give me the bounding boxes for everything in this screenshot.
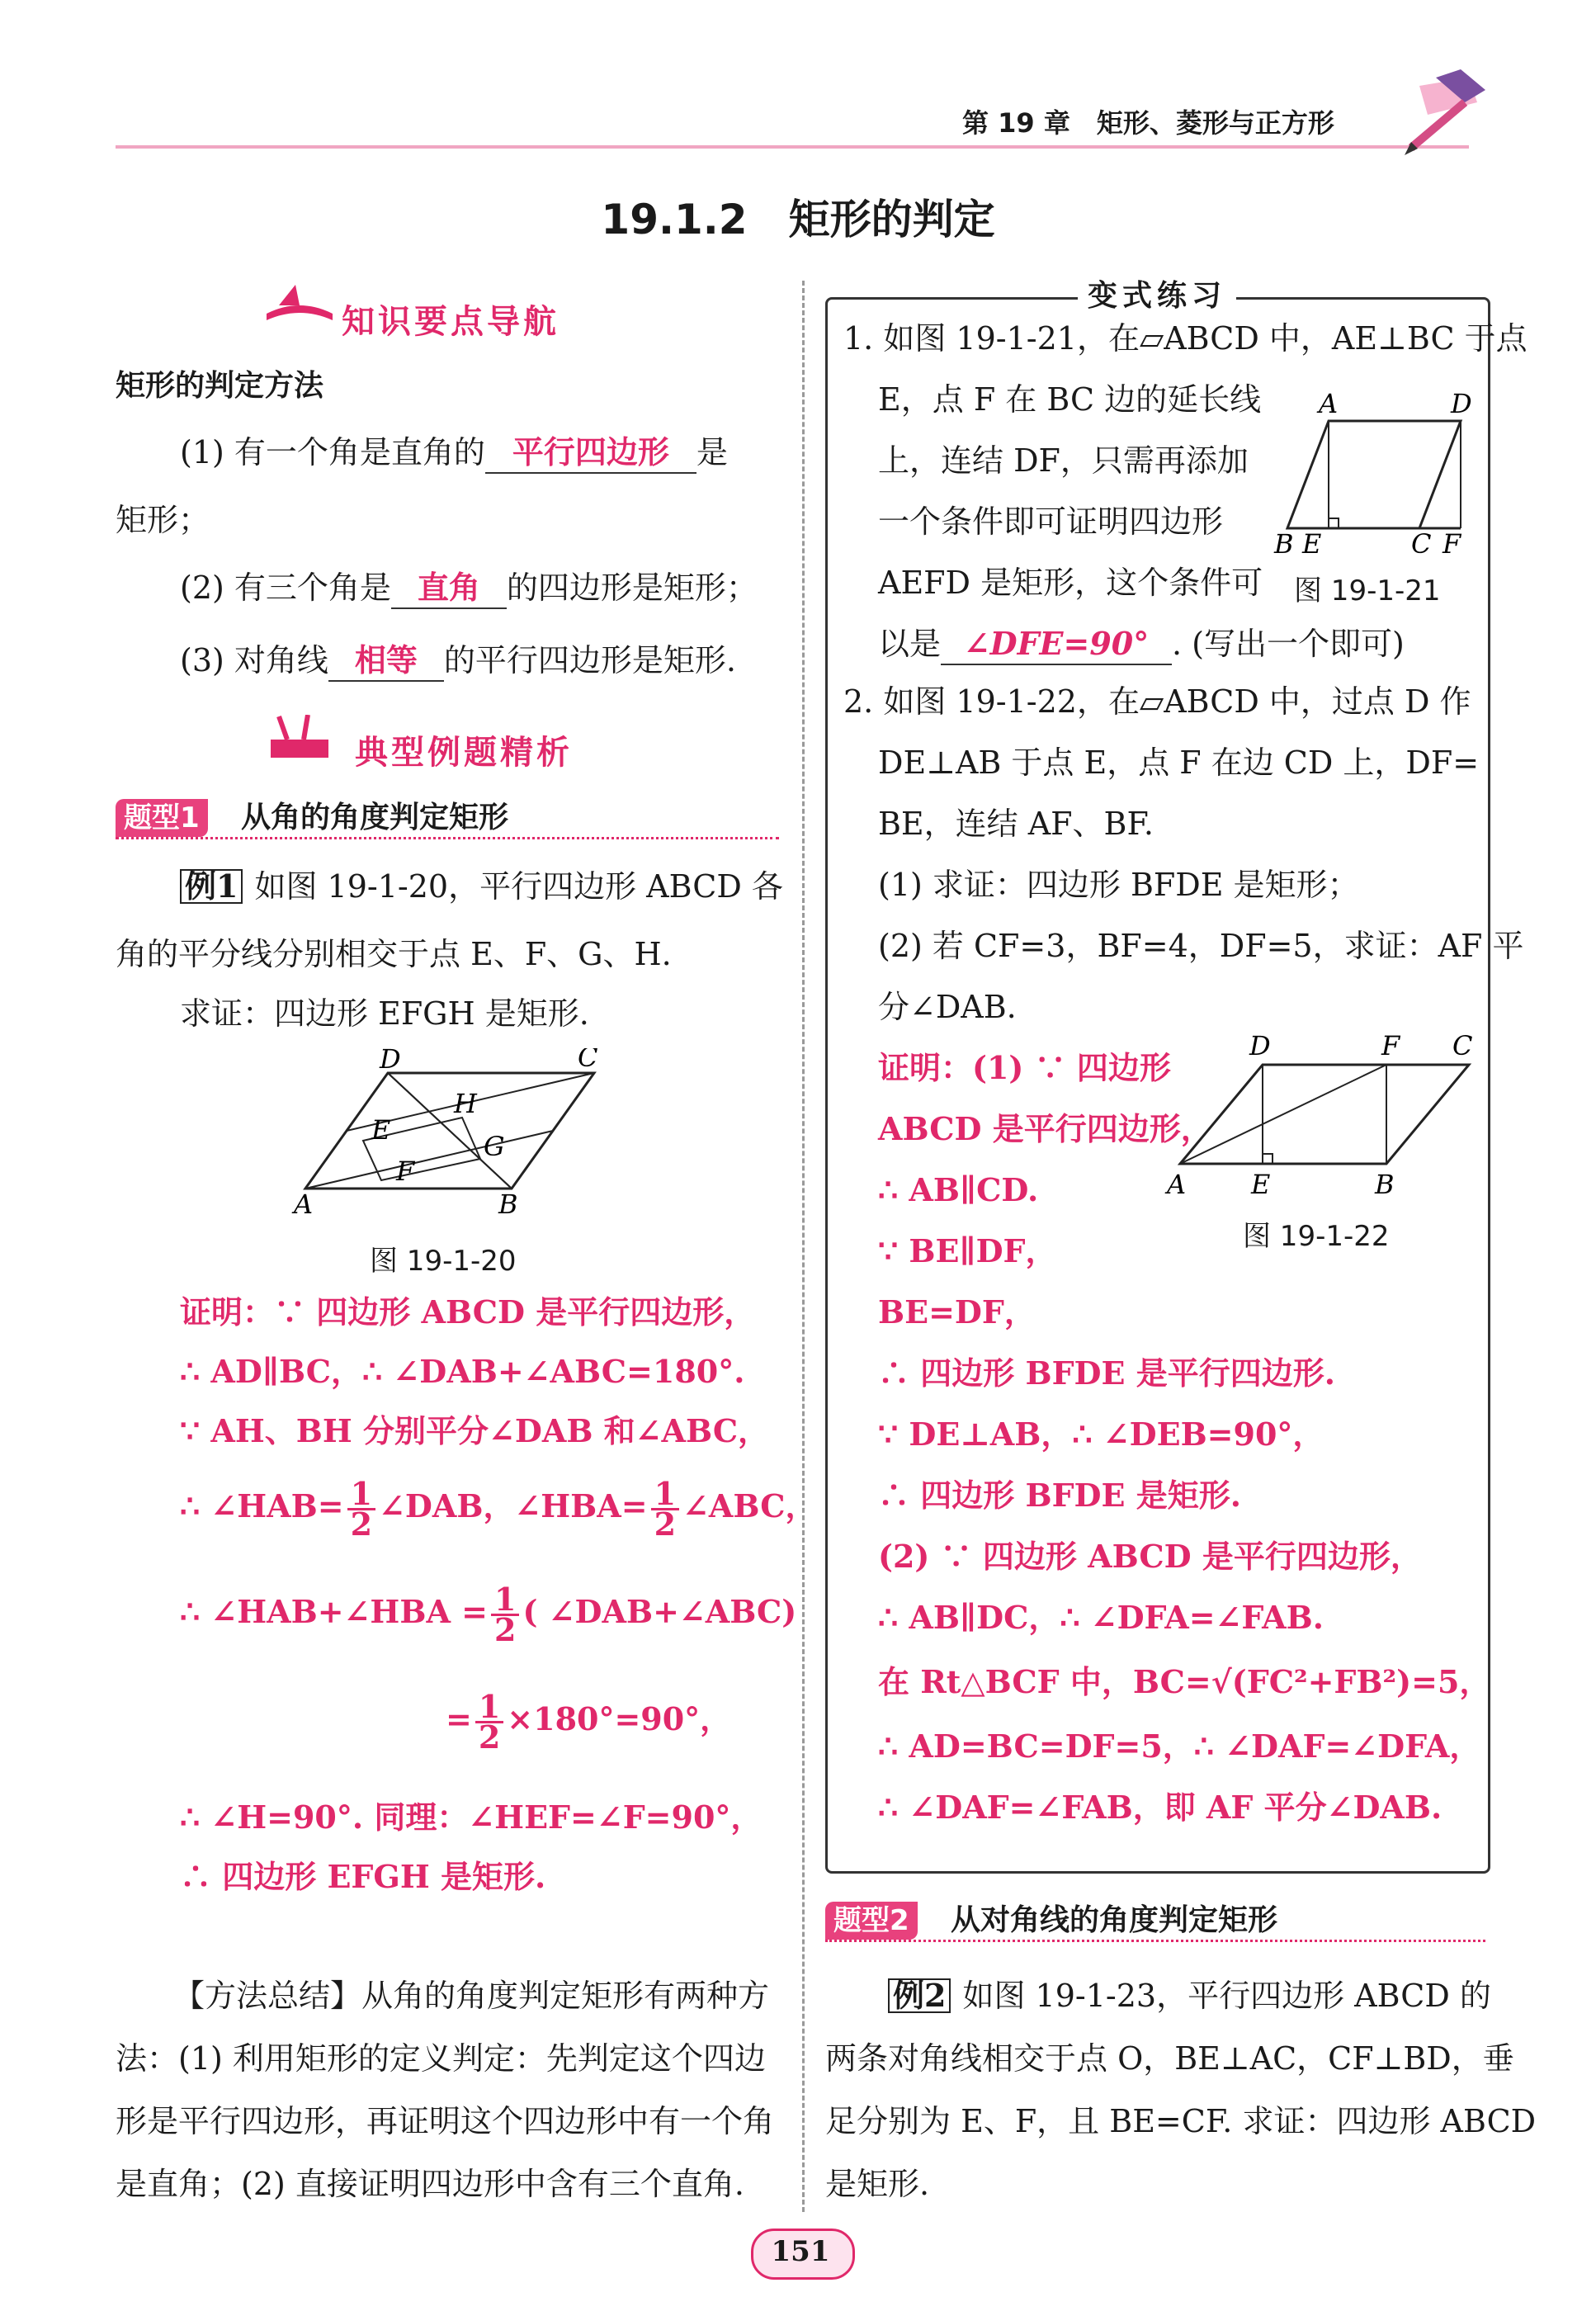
proof-line-8: ∴ 四边形 EFGH 是矩形. <box>180 1858 546 1895</box>
q2-proof-a-4: ∵ BE∥DF， <box>878 1232 1057 1269</box>
fig20-label-C: C <box>578 1048 598 1073</box>
fig20-label-H: H <box>454 1088 477 1119</box>
proof-line-7: ∴ ∠H=90°. 同理：∠HEF=∠F=90°， <box>180 1798 763 1836</box>
summary-line-3: 形是平行四边形，再证明这个四边形中有一个角 <box>116 2103 775 2139</box>
proof-line-2: ∴ AD∥BC，∴ ∠DAB+∠ABC=180°. <box>180 1353 745 1390</box>
q1-line-5: AEFD 是矩形，这个条件可 <box>878 565 1263 601</box>
proof-line-4 <box>180 1475 817 1543</box>
q1-line-4: 一个条件即可证明四边形 <box>878 503 1224 540</box>
q2-line-6: 分∠DAB. <box>878 989 1017 1025</box>
summary-line-2: 法：(1) 利用矩形的定义判定：先判定这个四边 <box>116 2040 766 2077</box>
method-3-prefix: (3) 对角线 <box>180 642 328 678</box>
method-2-answer: 直角 <box>391 568 507 609</box>
proof-line-3: ∵ AH、BH 分别平分∠DAB 和∠ABC， <box>180 1412 770 1449</box>
example-2 <box>888 1976 1491 2016</box>
q2-proof-a-3: ∴ AB∥CD. <box>878 1171 1039 1208</box>
frac-num: 1 <box>347 1480 375 1510</box>
method-3-suffix: 的平行四边形是矩形. <box>443 642 737 678</box>
summary-line-1: 【方法总结】从角的角度判定矩形有两种方 <box>173 1978 770 2014</box>
proof-6-a: = <box>446 1700 472 1737</box>
page-title: 19.1.2 矩形的判定 <box>601 196 995 243</box>
example-2-line3: 足分别为 E、F，且 BE=CF. 求证：四边形 ABCD <box>825 2103 1537 2139</box>
proof-4-c: ∠ABC， <box>682 1487 817 1524</box>
frac-den: 2 <box>654 1505 677 1543</box>
method-1-suffix: 是 <box>696 434 728 470</box>
chapter-header: 第 19 章 矩形、菱形与正方形 <box>962 107 1334 139</box>
q2-line-2: DE⊥AB 于点 E，点 F 在边 CD 上，DF= <box>878 744 1480 781</box>
method-2 <box>180 568 758 609</box>
type2-title: 从对角线的角度判定矩形 <box>951 1903 1278 1937</box>
method-1 <box>180 432 728 474</box>
fig22-label-B: B <box>1375 1169 1395 1200</box>
proof-5-b: ( ∠DAB+∠ABC) <box>522 1593 797 1630</box>
q2-proof-line-2: ∵ DE⊥AB，∴ ∠DEB=90°， <box>878 1416 1324 1453</box>
q2-proof-a-5: BE=DF， <box>878 1293 1036 1331</box>
fig20-label-F: F <box>396 1156 415 1187</box>
pencil-decoration-icon <box>1386 69 1502 160</box>
q2-line-3: BE，连结 AF、BF. <box>878 806 1155 842</box>
q2-proof-a-2: ABCD 是平行四边形， <box>878 1110 1212 1147</box>
frac-den: 2 <box>350 1505 373 1543</box>
page-number: 151 <box>771 2235 830 2268</box>
q2-line-5: (2) 若 CF=3，BF=4，DF=5，求证：AF 平 <box>878 928 1524 964</box>
frac-num: 1 <box>491 1586 519 1616</box>
methods-heading: 矩形的判定方法 <box>116 369 324 403</box>
type2-tag: 题型2 <box>825 1902 918 1940</box>
q2-proof-line-8: ∴ ∠DAF=∠FAB，即 AF 平分∠DAB. <box>878 1789 1443 1826</box>
method-2-suffix: 的四边形是矩形； <box>506 570 758 606</box>
q2-line-4: (1) 求证：四边形 BFDE 是矩形； <box>878 867 1359 903</box>
figure-19-1-21-caption: 图 19-1-21 <box>1294 574 1441 607</box>
type1-underline <box>116 837 779 839</box>
fig20-label-G: G <box>484 1131 505 1162</box>
frac-den: 2 <box>478 1718 501 1756</box>
example-2-line4: 是矩形. <box>825 2166 930 2202</box>
example-1-line1: 如图 19-1-20，平行四边形 ABCD 各 <box>254 868 783 905</box>
type2-underline <box>825 1940 1485 1942</box>
fig22-label-A: A <box>1167 1169 1187 1200</box>
q2-line-1: 2. 如图 19-1-22，在▱ABCD 中，过点 D 作 <box>843 683 1471 720</box>
proof-line-6 <box>446 1688 732 1756</box>
q2-proof-line-3: ∴ 四边形 BFDE 是矩形. <box>878 1477 1241 1514</box>
example-1-line3: 求证：四边形 EFGH 是矩形. <box>180 995 589 1032</box>
summary-line-4: 是直角；(2) 直接证明四边形中含有三个直角. <box>116 2166 744 2202</box>
method-3-answer: 相等 <box>328 640 444 682</box>
q1-line-2: E，点 F 在 BC 边的延长线 <box>878 381 1262 418</box>
q1-last-prefix: 以是 <box>878 626 942 662</box>
example-2-tag: 例2 <box>888 1978 951 2013</box>
fig21-label-A: A <box>1319 388 1339 419</box>
proof-5-a: ∴ ∠HAB+∠HBA = <box>180 1593 489 1630</box>
fig22-label-C: C <box>1452 1030 1473 1061</box>
proof-line-5 <box>180 1581 797 1648</box>
example-2-line2: 两条对角线相交于点 O，BE⊥AC，CF⊥BD，垂 <box>825 2040 1514 2077</box>
book-icon <box>262 281 337 327</box>
fig22-label-F: F <box>1381 1030 1400 1061</box>
fig20-label-B: B <box>498 1189 518 1220</box>
method-1-answer: 平行四边形 <box>485 432 696 474</box>
q2-proof-a-1: 证明：(1) ∵ 四边形 <box>878 1049 1171 1086</box>
q2-proof-line-4: (2) ∵ 四边形 ABCD 是平行四边形， <box>878 1538 1422 1575</box>
q2-proof-line-7: ∴ AD=BC=DF=5，∴ ∠DAF=∠DFA， <box>878 1728 1481 1765</box>
example-1 <box>180 867 783 906</box>
nav-section-title: 知识要点导航 <box>342 303 560 341</box>
q1-line-6 <box>878 624 1405 665</box>
example-2-line1: 如图 19-1-23，平行四边形 ABCD 的 <box>962 1978 1491 2014</box>
proof-4-b: ∠DAB，∠HBA= <box>379 1487 648 1524</box>
fig21-label-D: D <box>1451 388 1472 419</box>
q1-last-suffix: . (写出一个即可) <box>1172 626 1405 662</box>
fig20-label-A: A <box>294 1189 314 1220</box>
frac-num: 1 <box>475 1693 503 1723</box>
fig21-label-E: E <box>1302 528 1322 560</box>
method-3 <box>180 640 736 682</box>
q2-proof-line-5: ∴ AB∥DC，∴ ∠DFA=∠FAB. <box>878 1599 1324 1636</box>
q2-proof-line-1: ∴ 四边形 BFDE 是平行四边形. <box>878 1354 1335 1392</box>
fig20-label-E: E <box>371 1114 391 1146</box>
fig21-label-C: C <box>1411 528 1432 560</box>
pencil-cup-icon <box>262 715 345 764</box>
figure-19-1-22-caption: 图 19-1-22 <box>1243 1220 1390 1253</box>
method-2-prefix: (2) 有三个角是 <box>180 570 391 606</box>
header-bar <box>116 145 1469 149</box>
frac-num: 1 <box>651 1480 679 1510</box>
examples-section-title: 典型例题精析 <box>355 734 573 772</box>
figure-19-1-21 <box>1271 388 1477 561</box>
type1-tag: 题型1 <box>116 799 208 837</box>
figure-19-1-20-caption: 图 19-1-20 <box>370 1245 517 1278</box>
method-1-prefix: (1) 有一个角是直角的 <box>180 434 485 470</box>
fig20-label-D: D <box>380 1048 401 1075</box>
fig21-label-F: F <box>1443 528 1461 560</box>
column-divider <box>802 281 805 2212</box>
q1-line-3: 上，连结 DF，只需再添加 <box>878 442 1249 479</box>
figure-19-1-20 <box>289 1048 619 1230</box>
fig21-label-B: B <box>1274 528 1294 560</box>
q1-line-1: 1. 如图 19-1-21，在▱ABCD 中，AE⊥BC 于点 <box>843 320 1528 357</box>
frac-den: 2 <box>494 1611 517 1648</box>
proof-line-1: 证明：∵ 四边形 ABCD 是平行四边形， <box>180 1293 756 1331</box>
figure-19-1-22 <box>1164 1023 1485 1205</box>
proof-4-a: ∴ ∠HAB= <box>180 1487 344 1524</box>
fig22-label-E: E <box>1251 1169 1271 1200</box>
method-1-cont: 矩形； <box>116 502 210 538</box>
type1-title: 从角的角度判定矩形 <box>241 801 509 834</box>
fig22-label-D: D <box>1249 1030 1271 1061</box>
q2-proof-line-6: 在 Rt△BCF 中，BC=√(FC²+FB²)=5， <box>878 1663 1491 1700</box>
example-1-line2: 角的平分线分别相交于点 E、F、G、H. <box>116 936 672 972</box>
example-1-tag: 例1 <box>180 869 243 904</box>
q1-answer: ∠DFE=90° <box>941 624 1172 665</box>
proof-6-b: ×180°=90°， <box>507 1700 732 1737</box>
practice-title: 变式练习 <box>1078 277 1236 315</box>
